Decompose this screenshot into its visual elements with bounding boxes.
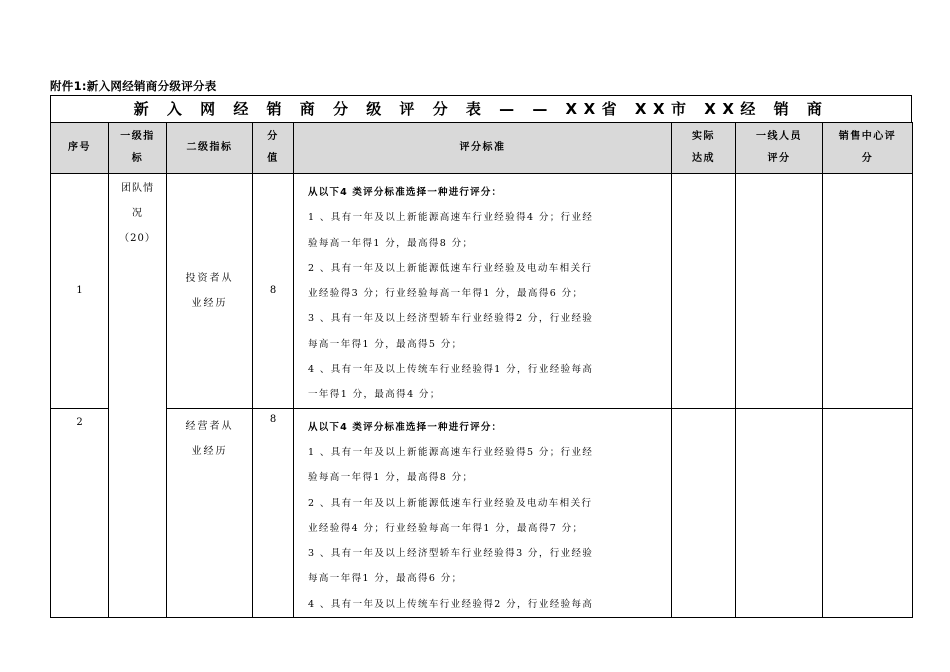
actual-cell[interactable] [672, 408, 736, 617]
criteria-lines: 1 、具有一年及以上新能源高速车行业经验得4 分；行业经 验每高一年得1 分，最高得8 分； 2 、具有一年及以上新能源低速车行业经验及电动车相关行 业经验得3 分；行业经验每高一年得1 分，最高得6 分； 3 、具有一年及以上经济型轿车行业经验得2 分，行业经验 每高一年得1 分，最高得5 分； 4 、具有一年及以上传统车行业经验得1 分，行业经验每高 一年得1 分，最高得4 分； [308, 212, 594, 401]
frontline-score-cell[interactable] [736, 408, 823, 617]
header-row [51, 123, 913, 174]
row-seq: 2 [51, 408, 109, 617]
sales-center-score-cell[interactable] [823, 408, 913, 617]
header-actual: 实际 达成 [672, 123, 736, 174]
criteria-lead: 从以下4 类评分标准选择一种进行评分： [308, 421, 503, 433]
criteria-cell [294, 174, 672, 409]
table-row [51, 408, 913, 617]
header-frontline-score: 一线人员 评分 [736, 123, 823, 174]
header-sales-center-score: 销售中心评 分 [823, 123, 913, 174]
attachment-label: 附件1:新入网经销商分级评分表 [50, 79, 217, 93]
criteria-cell [294, 408, 672, 617]
header-level2: 二级指标 [167, 123, 253, 174]
score-value: 8 [253, 174, 294, 409]
scoring-table [50, 122, 913, 618]
header-criteria: 评分标准 [294, 123, 672, 174]
score-value: 8 [253, 408, 294, 617]
level2-indicator: 经营者从 业经历 [167, 408, 253, 617]
actual-cell[interactable] [672, 174, 736, 409]
header-seq: 序号 [51, 123, 109, 174]
row-seq: 1 [51, 174, 109, 409]
criteria-lead: 从以下4 类评分标准选择一种进行评分： [308, 187, 503, 198]
sales-center-score-cell[interactable] [823, 174, 913, 409]
level1-indicator: 团队情 况 （20） [109, 174, 167, 618]
criteria-lines: 1 、具有一年及以上新能源高速车行业经验得5 分；行业经 验每高一年得1 分，最高得8 分； 2 、具有一年及以上新能源低速车行业经验及电动车相关行 业经验得4 分；行业经验每高一年得1 分，最高得7 分； 3 、具有一年及以上经济型轿车行业经验得3 分，行业经验 每高一年得1 分，最高得6 分； 4 、具有一年及以上传统车行业经验得2 分，行业经验每高 [308, 446, 594, 610]
table-row [51, 174, 913, 409]
header-level1: 一级指 标 [109, 123, 167, 174]
level2-indicator: 投资者从 业经历 [167, 174, 253, 409]
table-title: 新 入 网 经 销 商 分 级 评 分 表 — — XX省 XX市 XX经 销 商 [50, 95, 912, 122]
frontline-score-cell[interactable] [736, 174, 823, 409]
header-score: 分 值 [253, 123, 294, 174]
